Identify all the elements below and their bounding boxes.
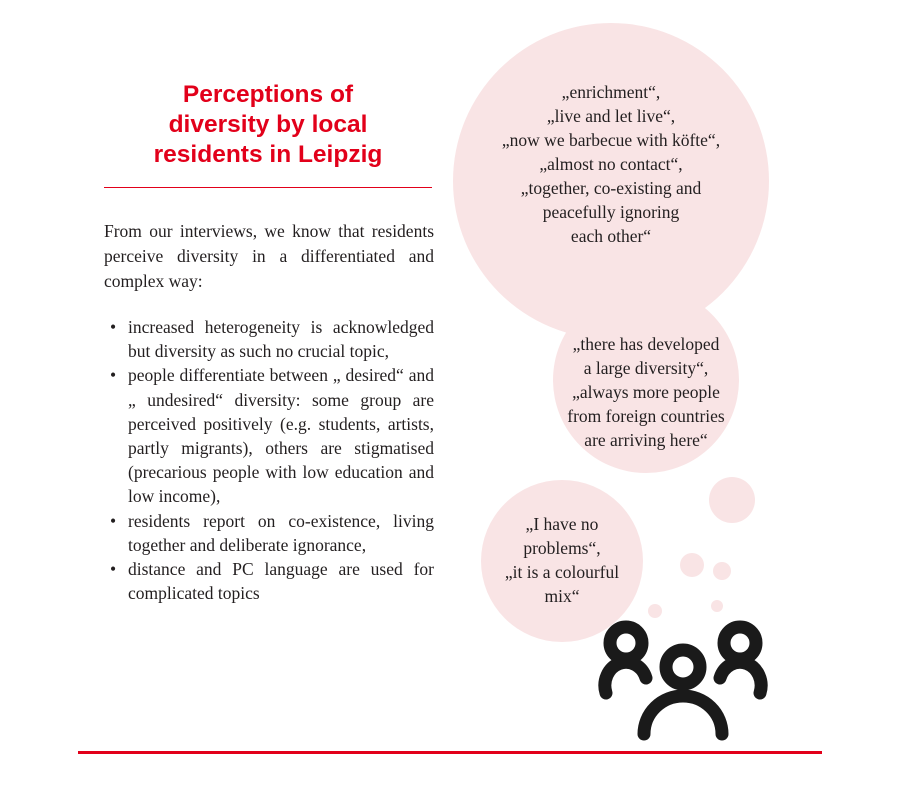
quote-line: are arriving here“ <box>584 430 708 450</box>
quote-line: a large diversity“, <box>583 358 709 378</box>
quote-line: „enrichment“, <box>561 82 661 102</box>
bullet-icon: • <box>110 510 117 531</box>
bullet-icon: • <box>110 365 117 386</box>
quote-top <box>481 80 741 248</box>
quote-line: „always more people <box>572 382 720 402</box>
list-item <box>104 363 434 508</box>
quote-line: „it is a colourful <box>504 562 620 582</box>
quote-line: problems“, <box>523 538 601 558</box>
bottom-divider <box>78 751 822 754</box>
intro-paragraph: From our interviews, we know that residents perceive diversity in a differentiated and complex way: <box>104 221 434 291</box>
quote-line: „there has developed <box>572 334 720 354</box>
quote-line: „almost no contact“, <box>539 154 683 174</box>
quote-line: mix“ <box>544 586 580 606</box>
quote-line: peacefully ignoring <box>542 202 680 222</box>
thought-dot <box>680 553 704 577</box>
list-item <box>104 509 434 557</box>
list-item-text: distance and PC language are used for complicated topics <box>128 559 434 604</box>
quote-line: „together, co-existing and <box>520 178 702 198</box>
thought-dot <box>713 562 731 580</box>
page-title <box>104 80 432 170</box>
list-item <box>104 557 434 605</box>
quote-bottom <box>492 512 632 608</box>
title-line: residents in Leipzig <box>153 141 383 168</box>
thought-dot <box>709 477 755 523</box>
quote-middle <box>556 332 736 452</box>
list-item-text: people differentiate between „ desired“ and „ undesired“ diversity: some group are perceived positively (e.g. students, artists, partly migrants), others are stigmatised (precarious people with low education and low income), <box>128 365 434 507</box>
title-divider <box>104 187 432 188</box>
quote-line: „live and let live“, <box>546 106 676 126</box>
findings-list <box>104 315 434 605</box>
people-group-icon <box>596 620 770 744</box>
quote-line: from foreign countries <box>567 406 725 426</box>
bullet-icon: • <box>110 317 117 337</box>
quote-line: „now we barbecue with köfte“, <box>501 130 721 150</box>
list-item <box>104 315 434 363</box>
bullet-icon: • <box>110 559 117 580</box>
thought-dot <box>648 604 662 618</box>
quote-line: each other“ <box>570 226 652 246</box>
thought-dot <box>711 600 723 612</box>
list-item-text: residents report on co-existence, living together and deliberate ignorance, <box>128 510 434 555</box>
title-line: diversity by local <box>168 111 368 138</box>
quote-line: „I have no <box>525 514 599 534</box>
title-line: Perceptions of <box>182 81 354 108</box>
list-item-text: increased heterogeneity is acknowledged but diversity as such no crucial topic, <box>128 317 434 362</box>
